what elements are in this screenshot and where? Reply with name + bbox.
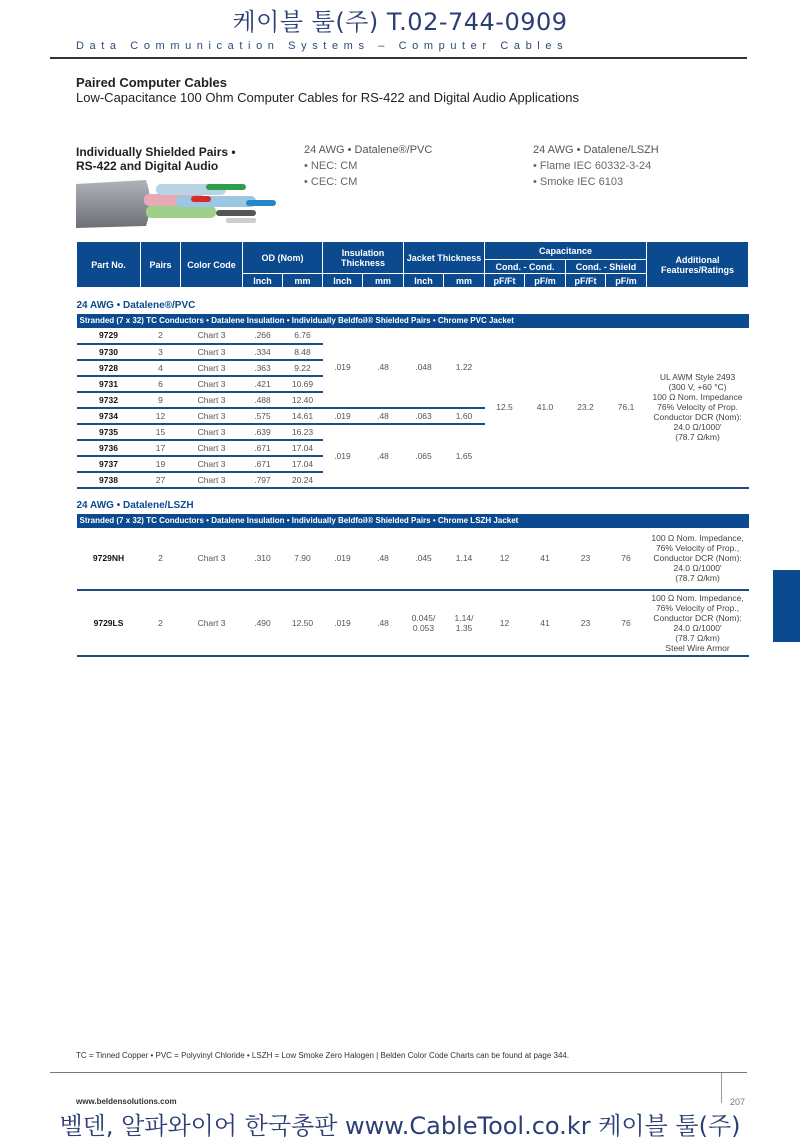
- col-header-cs-pfm: pF/m: [606, 274, 647, 288]
- feature-line: 24.0 Ω/1000': [673, 563, 722, 573]
- feature-line: Conductor DCR (Nom):: [653, 612, 742, 623]
- od-inch-cell: .671: [243, 456, 283, 472]
- group-label-pvc: 24 AWG • Datalene®/PVC: [76, 299, 196, 311]
- part-number: 9738: [77, 472, 141, 488]
- od-mm-cell: 20.24: [283, 472, 323, 488]
- page-title: Paired Computer Cables: [76, 75, 227, 90]
- features-cell: [647, 328, 749, 488]
- od-inch-cell: .488: [243, 392, 283, 408]
- feature-line: 100 Ω Nom. Impedance,: [651, 592, 744, 603]
- spec-pvc-item: • CEC: CM: [304, 174, 432, 190]
- ins-inch-cell: .019: [323, 424, 363, 488]
- jk-inch-cell: .048: [404, 328, 444, 408]
- spec-lszh-item: • Smoke IEC 6103: [533, 174, 659, 190]
- od-mm-cell: 7.90: [283, 528, 323, 590]
- od-inch-cell: .671: [243, 440, 283, 456]
- col-header-insulation: Insulation Thickness: [323, 242, 404, 274]
- part-number: 9734: [77, 408, 141, 424]
- spec-lszh-heading: 24 AWG • Datalene/LSZH: [533, 144, 659, 156]
- jk-mm-cell: 1.22: [444, 328, 485, 408]
- feature-line: 76% Velocity of Prop.: [657, 402, 738, 412]
- pairs-cell: 4: [141, 360, 181, 376]
- od-mm-cell: 9.22: [283, 360, 323, 376]
- col-header-jk-mm: mm: [444, 274, 485, 288]
- bottom-banner-distributor: 벨덴, 알파와이어 한국총판 www.CableTool.co.kr 케이블 툴(주): [59, 1112, 741, 1138]
- cable-photo-icon: [76, 176, 286, 228]
- feature-line: Steel Wire Armor: [665, 642, 730, 653]
- col-header-color-code: Color Code: [181, 242, 243, 288]
- color-code-cell: Chart 3: [181, 472, 243, 488]
- feature-line: 76% Velocity of Prop.,: [655, 602, 740, 613]
- od-inch-cell: .421: [243, 376, 283, 392]
- color-code-cell: Chart 3: [181, 590, 243, 656]
- color-code-cell: Chart 3: [181, 456, 243, 472]
- part-number: 9729: [77, 328, 141, 344]
- ins-inch-cell: .019: [323, 590, 363, 656]
- table-row: [77, 590, 749, 656]
- feature-line: (78.7 Ω/km): [675, 632, 720, 643]
- color-code-cell: Chart 3: [181, 328, 243, 344]
- col-header-additional: Additional Features/Ratings: [647, 242, 749, 288]
- color-code-cell: Chart 3: [181, 376, 243, 392]
- part-number: 9731: [77, 376, 141, 392]
- part-number: 9729LS: [77, 590, 141, 656]
- part-number: 9729NH: [77, 528, 141, 590]
- pairs-cell: 27: [141, 472, 181, 488]
- od-inch-cell: .334: [243, 344, 283, 360]
- footer-url: www.beldensolutions.com: [76, 1097, 177, 1106]
- cap-cc-pfft-cell: 12: [485, 528, 525, 590]
- cable-spec-table: [76, 241, 749, 657]
- od-inch-cell: .575: [243, 408, 283, 424]
- cap-cs-pfm-cell: 76: [606, 528, 647, 590]
- col-header-ins-inch: Inch: [323, 274, 363, 288]
- color-code-cell: Chart 3: [181, 360, 243, 376]
- jk-inch-cell: .065: [404, 424, 444, 488]
- ins-mm-cell: .48: [363, 328, 404, 408]
- table-row: [77, 328, 749, 344]
- page-number: 207: [730, 1097, 746, 1107]
- ins-mm-cell: .48: [363, 528, 404, 590]
- color-code-cell: Chart 3: [181, 528, 243, 590]
- part-number: 9737: [77, 456, 141, 472]
- spec-list-pvc: [304, 142, 432, 190]
- spec-pvc-heading: 24 AWG • Datalene®/PVC: [304, 144, 433, 156]
- feature-line: 76% Velocity of Prop.,: [655, 543, 740, 553]
- feature-line: 100 Ω Nom. Impedance,: [651, 533, 744, 543]
- col-header-od-mm: mm: [283, 274, 323, 288]
- ins-inch-cell: .019: [323, 408, 363, 424]
- od-mm-cell: 10.69: [283, 376, 323, 392]
- od-mm-cell: 12.50: [283, 590, 323, 656]
- col-header-ins-mm: mm: [363, 274, 404, 288]
- col-header-cc-pfft: pF/Ft: [485, 274, 525, 288]
- pairs-cell: 6: [141, 376, 181, 392]
- group-label-lszh: 24 AWG • Datalene/LSZH: [76, 499, 194, 511]
- od-inch-cell: .363: [243, 360, 283, 376]
- top-banner-contact: 케이블 툴(주) T.02-744-0909: [232, 8, 568, 36]
- pairs-cell: 2: [141, 528, 181, 590]
- col-header-cond-cond: Cond. - Cond.: [485, 260, 566, 274]
- features-cell: [647, 528, 749, 590]
- part-number: 9732: [77, 392, 141, 408]
- color-code-cell: Chart 3: [181, 392, 243, 408]
- cap-cc-pfm-cell: 41: [525, 528, 566, 590]
- od-mm-cell: 12.40: [283, 392, 323, 408]
- pairs-cell: 15: [141, 424, 181, 440]
- col-header-od: OD (Nom): [243, 242, 323, 274]
- section-tab-marker: [773, 570, 800, 642]
- od-mm-cell: 17.04: [283, 456, 323, 472]
- color-code-cell: Chart 3: [181, 440, 243, 456]
- jk-inch-cell: .045: [404, 528, 444, 590]
- feature-line: Conductor DCR (Nom):: [653, 553, 742, 563]
- jk-mm-cell: 1.60: [444, 408, 485, 424]
- ins-mm-cell: .48: [363, 424, 404, 488]
- page-subtitle: Low-Capacitance 100 Ohm Computer Cables for RS-422 and Digital Audio Applications: [76, 90, 579, 105]
- col-header-cs-pfft: pF/Ft: [566, 274, 606, 288]
- product-heading: [76, 145, 236, 173]
- od-mm-cell: 8.48: [283, 344, 323, 360]
- ins-inch-cell: .019: [323, 528, 363, 590]
- section-title: Data Communication Systems – Computer Cables: [76, 40, 569, 52]
- ins-mm-cell: .48: [363, 590, 404, 656]
- col-header-capacitance: Capacitance: [485, 242, 647, 260]
- od-inch-cell: .639: [243, 424, 283, 440]
- od-inch-cell: .797: [243, 472, 283, 488]
- jk-inch-cell: 0.045/ 0.053: [404, 590, 444, 656]
- col-header-jk-inch: Inch: [404, 274, 444, 288]
- od-inch-cell: .266: [243, 328, 283, 344]
- pairs-cell: 2: [141, 590, 181, 656]
- feature-line: Conductor DCR (Nom):: [653, 412, 742, 422]
- cap-cc-pfm-cell: 41: [525, 590, 566, 656]
- od-inch-cell: .310: [243, 528, 283, 590]
- jk-mm-cell: 1.14/ 1.35: [444, 590, 485, 656]
- pairs-cell: 2: [141, 328, 181, 344]
- ins-mm-cell: .48: [363, 408, 404, 424]
- jk-mm-cell: 1.14: [444, 528, 485, 590]
- section-divider: [50, 57, 747, 59]
- construction-bar-lszh: Stranded (7 x 32) TC Conductors • Datalene Insulation • Individually Beldfoil® Shielded Pairs • Chrome LSZH Jacket: [77, 514, 749, 528]
- cap-cc-pfft-cell: 12: [485, 590, 525, 656]
- spec-list-lszh: [533, 142, 659, 190]
- product-heading-line1: Individually Shielded Pairs •: [76, 145, 236, 159]
- feature-line: 24.0 Ω/1000': [673, 422, 722, 432]
- footer-divider: [50, 1072, 747, 1073]
- color-code-cell: Chart 3: [181, 408, 243, 424]
- product-heading-line2: RS-422 and Digital Audio: [76, 159, 219, 173]
- cap-cs-pfft-cell: 23: [566, 590, 606, 656]
- cap-cc-pfft-cell: 12.5: [485, 328, 525, 488]
- part-number: 9736: [77, 440, 141, 456]
- spec-lszh-item: • Flame IEC 60332-3-24: [533, 158, 659, 174]
- feature-line: 100 Ω Nom. Impedance: [652, 392, 743, 402]
- col-header-cc-pfm: pF/m: [525, 274, 566, 288]
- od-mm-cell: 6.76: [283, 328, 323, 344]
- cap-cc-pfm-cell: 41.0: [525, 328, 566, 488]
- footer-vertical-divider: [721, 1073, 722, 1103]
- feature-line: (78.7 Ω/km): [675, 573, 720, 583]
- pairs-cell: 12: [141, 408, 181, 424]
- cap-cs-pfm-cell: 76.1: [606, 328, 647, 488]
- od-mm-cell: 14.61: [283, 408, 323, 424]
- color-code-cell: Chart 3: [181, 424, 243, 440]
- color-code-cell: Chart 3: [181, 344, 243, 360]
- features-cell: [647, 590, 749, 656]
- part-number: 9730: [77, 344, 141, 360]
- feature-line: (78.7 Ω/km): [675, 432, 720, 442]
- col-header-jacket: Jacket Thickness: [404, 242, 485, 274]
- feature-line: UL AWM Style 2493: [659, 372, 736, 382]
- pairs-cell: 3: [141, 344, 181, 360]
- part-number: 9728: [77, 360, 141, 376]
- cap-cs-pfft-cell: 23.2: [566, 328, 606, 488]
- od-mm-cell: 17.04: [283, 440, 323, 456]
- pairs-cell: 19: [141, 456, 181, 472]
- pairs-cell: 17: [141, 440, 181, 456]
- cap-cs-pfm-cell: 76: [606, 590, 647, 656]
- construction-bar-pvc: Stranded (7 x 32) TC Conductors • Datalene Insulation • Individually Beldfoil® Shielded Pairs • Chrome PVC Jacket: [77, 314, 749, 328]
- table-row: [77, 528, 749, 590]
- col-header-pairs: Pairs: [141, 242, 181, 288]
- col-header-part-no: Part No.: [77, 242, 141, 288]
- part-number: 9735: [77, 424, 141, 440]
- pairs-cell: 9: [141, 392, 181, 408]
- jk-mm-cell: 1.65: [444, 424, 485, 488]
- cap-cs-pfft-cell: 23: [566, 528, 606, 590]
- feature-line: (300 V, +60 °C): [668, 382, 727, 392]
- footnote: TC = Tinned Copper • PVC = Polyvinyl Chloride • LSZH = Low Smoke Zero Halogen | Belden Color Code Charts can be found at page 344.: [76, 1051, 570, 1060]
- ins-inch-cell: .019: [323, 328, 363, 408]
- col-header-od-inch: Inch: [243, 274, 283, 288]
- od-inch-cell: .490: [243, 590, 283, 656]
- od-mm-cell: 16.23: [283, 424, 323, 440]
- feature-line: 24.0 Ω/1000': [673, 622, 722, 633]
- jk-inch-cell: .063: [404, 408, 444, 424]
- col-header-cond-shield: Cond. - Shield: [566, 260, 647, 274]
- spec-pvc-item: • NEC: CM: [304, 158, 432, 174]
